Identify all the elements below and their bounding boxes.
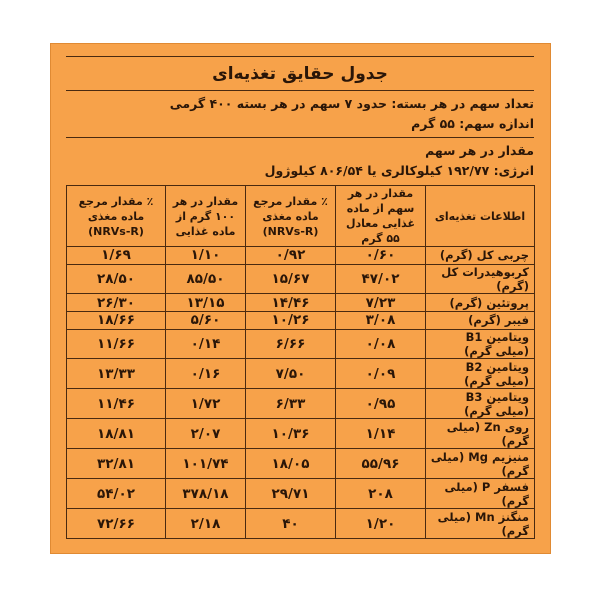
value-nrv-serving: ۴۰ xyxy=(246,509,336,539)
value-per-100g: ۲/۱۸ xyxy=(166,509,246,539)
value-nrv-100g: ۲۶/۳۰ xyxy=(67,294,166,312)
nutrient-name: پروتئین (گرم) xyxy=(426,294,535,312)
value-per-100g: ۰/۱۴ xyxy=(166,329,246,359)
value-nrv-100g: ۱۱/۴۶ xyxy=(67,389,166,419)
header-nrv-100g: ٪ مقدار مرجع ماده مغذی (NRVs-R) xyxy=(67,186,166,247)
value-per-100g: ۲/۰۷ xyxy=(166,419,246,449)
value-per-serving: ۱/۲۰ xyxy=(336,509,426,539)
value-nrv-100g: ۳۲/۸۱ xyxy=(67,449,166,479)
table-row xyxy=(67,294,535,312)
value-per-100g: ۸۵/۵۰ xyxy=(166,264,246,294)
nutrition-table xyxy=(66,185,535,539)
value-per-100g: ۱۰۱/۷۴ xyxy=(166,449,246,479)
value-per-serving: ۷/۲۳ xyxy=(336,294,426,312)
value-nrv-100g: ۱۳/۳۳ xyxy=(67,359,166,389)
table-row xyxy=(67,389,535,419)
value-nrv-serving: ۱۰/۲۶ xyxy=(246,311,336,329)
value-per-serving: ۳/۰۸ xyxy=(336,311,426,329)
value-nrv-100g: ۱/۶۹ xyxy=(67,247,166,265)
header-per-100g: مقدار در هر ۱۰۰ گرم از ماده غذایی xyxy=(166,186,246,247)
nutrient-name: منگنز Mn (میلی گرم) xyxy=(426,509,535,539)
value-nrv-serving: ۶/۳۳ xyxy=(246,389,336,419)
value-nrv-serving: ۱۰/۳۶ xyxy=(246,419,336,449)
servings-per-package: تعداد سهم در هر بسته: حدود ۷ سهم در هر بسته ۴۰۰ گرمی xyxy=(169,96,534,111)
nutrient-name: فسفر P (میلی گرم) xyxy=(426,479,535,509)
table-row xyxy=(67,509,535,539)
table-row xyxy=(67,359,535,389)
header-per-serving: مقدار در هر سهم از ماده غذایی معادل ۵۵ گرم xyxy=(336,186,426,247)
header-nrv-serving: ٪ مقدار مرجع ماده مغذی (NRVs-R) xyxy=(246,186,336,247)
table-row xyxy=(67,449,535,479)
header-nutrient: اطلاعات تغذیه‌ای xyxy=(426,186,535,247)
value-per-serving: ۱/۱۴ xyxy=(336,419,426,449)
value-per-100g: ۰/۱۶ xyxy=(166,359,246,389)
nutrition-label-panel xyxy=(50,43,551,554)
value-nrv-100g: ۵۴/۰۲ xyxy=(67,479,166,509)
nutrient-name: ویتامین B3 (میلی گرم) xyxy=(426,389,535,419)
value-nrv-100g: ۱۸/۶۶ xyxy=(67,311,166,329)
nutrient-name: ویتامین B2 (میلی گرم) xyxy=(426,359,535,389)
value-per-serving: ۰/۰۹ xyxy=(336,359,426,389)
table-row xyxy=(67,329,535,359)
value-nrv-serving: ۷/۵۰ xyxy=(246,359,336,389)
nutrient-name: کربوهیدرات کل (گرم) xyxy=(426,264,535,294)
value-per-serving: ۵۵/۹۶ xyxy=(336,449,426,479)
nutrient-name: منیزیم Mg (میلی گرم) xyxy=(426,449,535,479)
value-per-serving: ۴۷/۰۲ xyxy=(336,264,426,294)
value-nrv-serving: ۱۸/۰۵ xyxy=(246,449,336,479)
nutrient-name: ویتامین B1 (میلی گرم) xyxy=(426,329,535,359)
table-row xyxy=(67,419,535,449)
value-per-serving: ۰/۶۰ xyxy=(336,247,426,265)
value-nrv-serving: ۲۹/۷۱ xyxy=(246,479,336,509)
value-nrv-serving: ۱۵/۶۷ xyxy=(246,264,336,294)
value-per-100g: ۱/۷۲ xyxy=(166,389,246,419)
value-per-100g: ۵/۶۰ xyxy=(166,311,246,329)
value-per-100g: ۳۷۸/۱۸ xyxy=(166,479,246,509)
nutrient-name: روی Zn (میلی گرم) xyxy=(426,419,535,449)
value-per-serving: ۰/۹۵ xyxy=(336,389,426,419)
title-box xyxy=(66,56,534,91)
nutrient-name: چربی کل (گرم) xyxy=(426,247,535,265)
value-nrv-serving: ۶/۶۶ xyxy=(246,329,336,359)
divider xyxy=(66,137,534,138)
table-row xyxy=(67,264,535,294)
table-row xyxy=(67,479,535,509)
value-nrv-serving: ۱۴/۴۶ xyxy=(246,294,336,312)
nutrient-name: فیبر (گرم) xyxy=(426,311,535,329)
serving-size: اندازه سهم: ۵۵ گرم xyxy=(411,116,534,131)
value-per-100g: ۱۳/۱۵ xyxy=(166,294,246,312)
value-per-serving: ۲۰۸ xyxy=(336,479,426,509)
label-title: جدول حقایق تغذیه‌ای xyxy=(212,63,388,84)
table-row xyxy=(67,247,535,265)
energy-line: انرژی: ۱۹۲/۷۷ کیلوکالری یا ۸۰۶/۵۴ کیلوژول xyxy=(264,163,534,178)
table-header-row xyxy=(67,186,535,247)
value-nrv-100g: ۱۸/۸۱ xyxy=(67,419,166,449)
value-per-serving: ۰/۰۸ xyxy=(336,329,426,359)
value-nrv-100g: ۷۲/۶۶ xyxy=(67,509,166,539)
table-row xyxy=(67,311,535,329)
value-per-100g: ۱/۱۰ xyxy=(166,247,246,265)
value-nrv-100g: ۱۱/۶۶ xyxy=(67,329,166,359)
value-nrv-100g: ۲۸/۵۰ xyxy=(67,264,166,294)
value-nrv-serving: ۰/۹۲ xyxy=(246,247,336,265)
per-serving-heading: مقدار در هر سهم xyxy=(425,143,534,158)
